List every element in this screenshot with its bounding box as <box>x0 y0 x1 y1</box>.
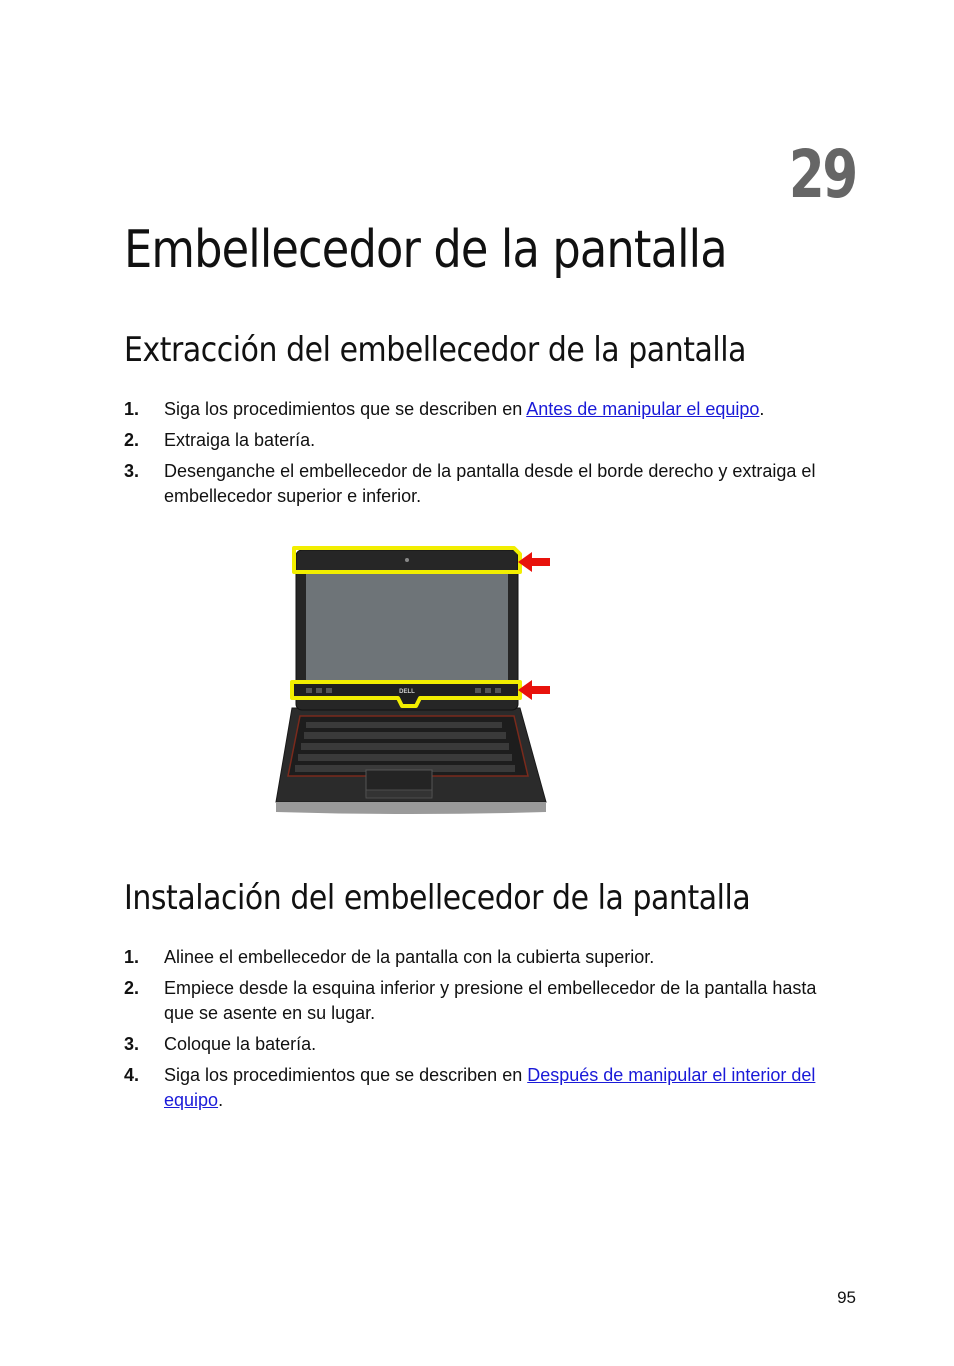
step-text: Alinee el embellecedor de la pantalla con la cubierta superior. <box>164 947 655 967</box>
chapter-number: 29 <box>789 136 856 213</box>
step-text: Siga los procedimientos que se describen en <box>164 399 527 419</box>
removal-steps-list <box>124 397 840 515</box>
step-number: 1. <box>124 947 140 967</box>
step-text: Extraiga la batería. <box>164 430 316 450</box>
list-item <box>124 1032 840 1057</box>
list-item <box>124 428 840 453</box>
touchpad-buttons <box>366 790 432 798</box>
laptop-illustration <box>270 540 560 818</box>
page-number: 95 <box>837 1288 856 1307</box>
step-text-end: . <box>759 399 765 419</box>
installation-steps-list <box>124 945 840 1119</box>
after-working-link[interactable]: Después de manipular el interior del equipo <box>164 1065 816 1110</box>
step-text-end: . <box>218 1090 224 1110</box>
step-number: 2. <box>124 430 140 450</box>
laptop-display-bezel-figure <box>270 540 560 818</box>
before-working-link[interactable]: Antes de manipular el equipo <box>526 399 760 419</box>
laptop-base-edge <box>276 802 546 814</box>
list-item <box>124 976 840 1026</box>
step-text: Desenganche el embellecedor de la pantalla desde el borde derecho y extraiga el embellecedor superior e inferior. <box>164 461 816 506</box>
list-item <box>124 945 840 970</box>
step-text: Coloque la batería. <box>164 1034 317 1054</box>
step-text: Siga los procedimientos que se describen en <box>164 1065 528 1085</box>
step-number: 3. <box>124 461 140 481</box>
step-number: 3. <box>124 1034 140 1054</box>
list-item <box>124 1063 840 1113</box>
step-text: Empiece desde la esquina inferior y presione el embellecedor de la pantalla hasta que se asente en su lugar. <box>164 978 817 1023</box>
arrow-icon <box>518 552 550 572</box>
step-number: 1. <box>124 399 140 419</box>
list-item <box>124 459 840 509</box>
section-heading-installation: Instalación del embellecedor de la pantalla <box>124 878 751 918</box>
section-heading-removal: Extracción del embellecedor de la pantalla <box>124 330 747 370</box>
list-item <box>124 397 840 422</box>
webcam <box>405 558 409 562</box>
chapter-title: Embellecedor de la pantalla <box>124 220 727 280</box>
brand-logo: DELL <box>399 689 415 695</box>
arrow-icon <box>518 680 550 700</box>
step-number: 4. <box>124 1065 140 1085</box>
display-screen <box>306 570 508 680</box>
step-number: 2. <box>124 978 140 998</box>
